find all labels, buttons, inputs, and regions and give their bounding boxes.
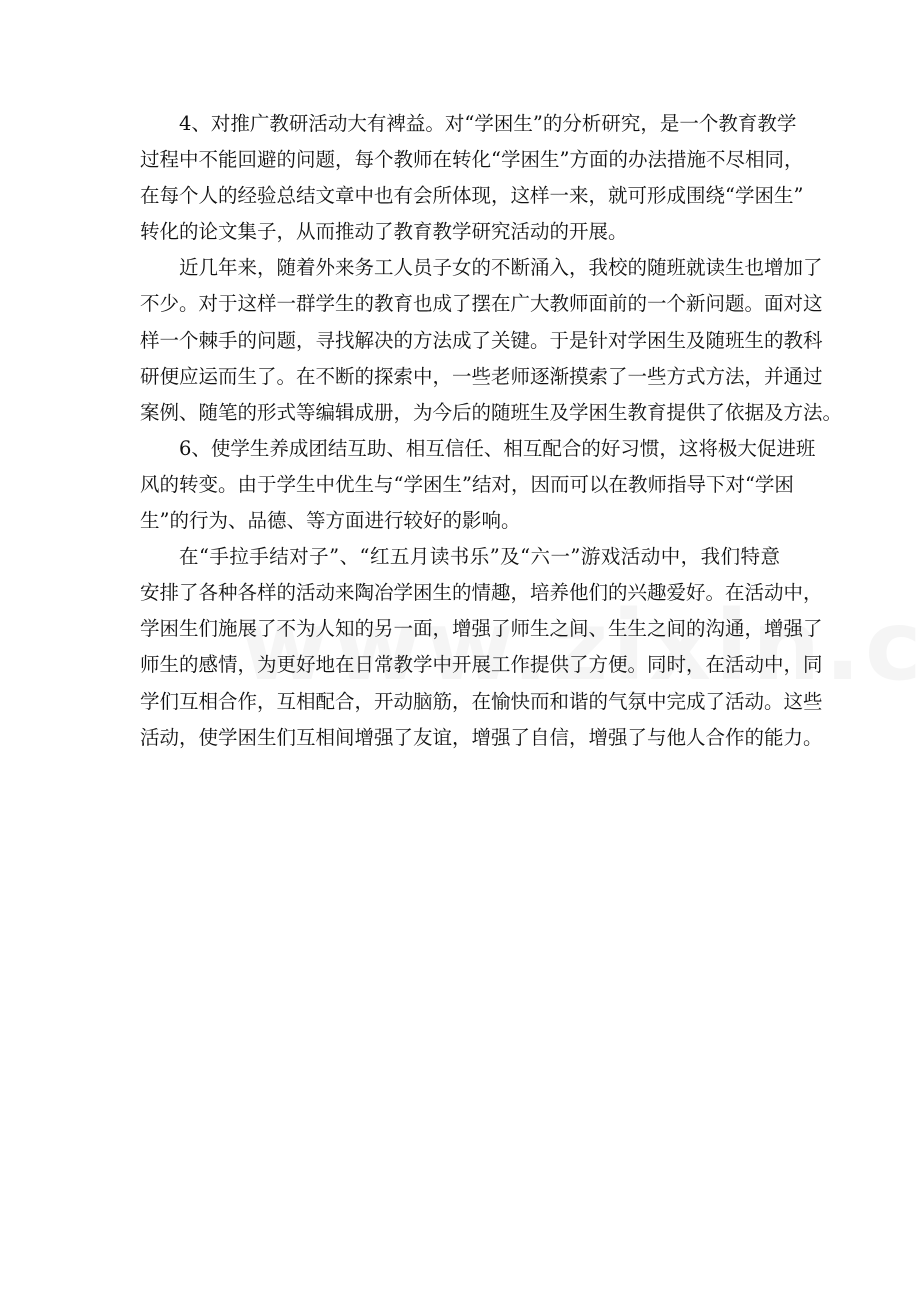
text-line: 近几年来，随着外来务工人员子女的不断涌入，我校的随班就读生也增加了	[179, 256, 823, 280]
paragraph-recent-years	[140, 250, 843, 430]
paragraph-item-4-benefit	[140, 106, 804, 250]
text-line: 生”的行为、品德、等方面进行较好的影响。	[140, 509, 521, 533]
text-line: 样一个棘手的问题，寻找解决的方法成了关键。于是针对学困生及随班生的教科	[140, 328, 823, 352]
text-line: 案例、随笔的形式等编辑成册，为今后的随班生及学困生教育提供了依据及方法。	[140, 400, 843, 424]
text-line: 4、对推广教研活动大有裨益。对“学困生”的分析研究，是一个教育教学	[179, 112, 797, 135]
text-line: 6、使学生养成团结互助、相互信任、相互配合的好习惯，这将极大促进班	[179, 436, 816, 460]
paragraph-item-6-habits	[140, 431, 816, 539]
text-line: 研便应运而生了。在不断的探索中，一些老师逐渐摸索了一些方式方法，并通过	[140, 364, 823, 388]
paragraph-activities	[140, 539, 823, 756]
text-line: 转化的论文集子，从而推动了教育教学研究活动的开展。	[140, 220, 628, 244]
text-line: 学困生们施展了不为人知的另一面，增强了师生之间、生生之间的沟通，增强了	[140, 617, 823, 641]
text-line: 过程中不能回避的问题，每个教师在转化“学困生”方面的办法措施不尽相同，	[140, 148, 804, 172]
text-line: 安排了各种各样的活动来陶冶学困生的情趣，培养他们的兴趣爱好。在活动中，	[140, 581, 823, 605]
text-line: 在每个人的经验总结文章中也有会所体现，这样一来，就可形成围绕“学困生”	[140, 184, 804, 208]
text-line: 在“手拉手结对子”、“红五月读书乐”及“六一”游戏活动中，我们特意	[179, 545, 780, 569]
text-line: 活动，使学困生们互相间增强了友谊，增强了自信，增强了与他人合作的能力。	[140, 725, 823, 749]
document-body	[140, 106, 843, 756]
text-line: 风的转变。由于学生中优生与“学困生”结对，因而可以在教师指导下对“学困	[140, 472, 794, 496]
text-line: 学们互相合作，互相配合，开动脑筋，在愉快而和谐的气氛中完成了活动。这些	[140, 689, 823, 713]
text-line: 不少。对于这样一群学生的教育也成了摆在广大教师面前的一个新问题。面对这	[140, 292, 823, 316]
text-line: 师生的感情，为更好地在日常教学中开展工作提供了方便。同时，在活动中，同	[140, 653, 823, 677]
